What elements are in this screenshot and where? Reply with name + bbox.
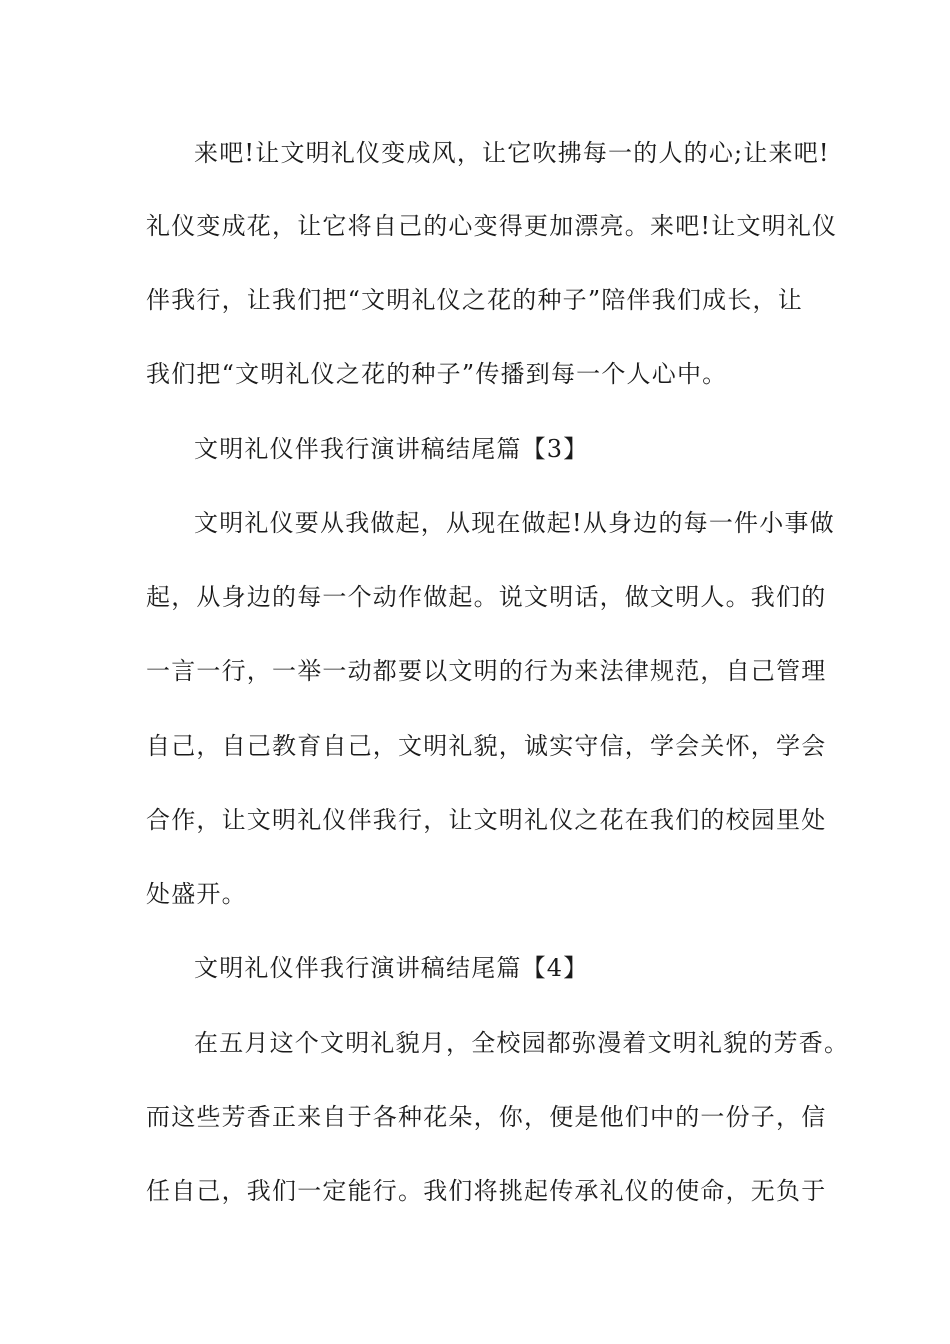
paragraph-line: 合作，让文明礼仪伴我行，让文明礼仪之花在我们的校园里处 xyxy=(146,806,827,834)
paragraph-line: 礼仪变成花，让它将自己的心变得更加漂亮。来吧!让文明礼仪 xyxy=(146,212,838,240)
paragraph-line: 一言一行，一举一动都要以文明的行为来法律规范，自己管理 xyxy=(146,657,827,685)
paragraph-line: 我们把“文明礼仪之花的种子”传播到每一个人心中。 xyxy=(146,360,728,388)
paragraph-line: 处盛开。 xyxy=(146,880,247,908)
paragraph-line: 文明礼仪要从我做起，从现在做起!从身边的每一件小事做 xyxy=(194,509,835,537)
paragraph-line: 任自己，我们一定能行。我们将挑起传承礼仪的使命，无负于 xyxy=(146,1177,827,1205)
paragraph-line: 来吧!让文明礼仪变成风，让它吹拂每一的人的心;让来吧! xyxy=(194,139,830,167)
section-heading: 文明礼仪伴我行演讲稿结尾篇【4】 xyxy=(194,954,589,982)
paragraph-line: 自己，自己教育自己，文明礼貌，诚实守信，学会关怀，学会 xyxy=(146,732,827,760)
paragraph-line: 伴我行，让我们把“文明礼仪之花的种子”陪伴我们成长，让 xyxy=(146,286,803,314)
section-heading: 文明礼仪伴我行演讲稿结尾篇【3】 xyxy=(194,435,589,463)
paragraph-line: 而这些芳香正来自于各种花朵，你，便是他们中的一份子，信 xyxy=(146,1103,827,1131)
paragraph-line: 起，从身边的每一个动作做起。说文明话，做文明人。我们的 xyxy=(146,583,827,611)
paragraph-line: 在五月这个文明礼貌月，全校园都弥漫着文明礼貌的芳香。 xyxy=(194,1029,850,1057)
